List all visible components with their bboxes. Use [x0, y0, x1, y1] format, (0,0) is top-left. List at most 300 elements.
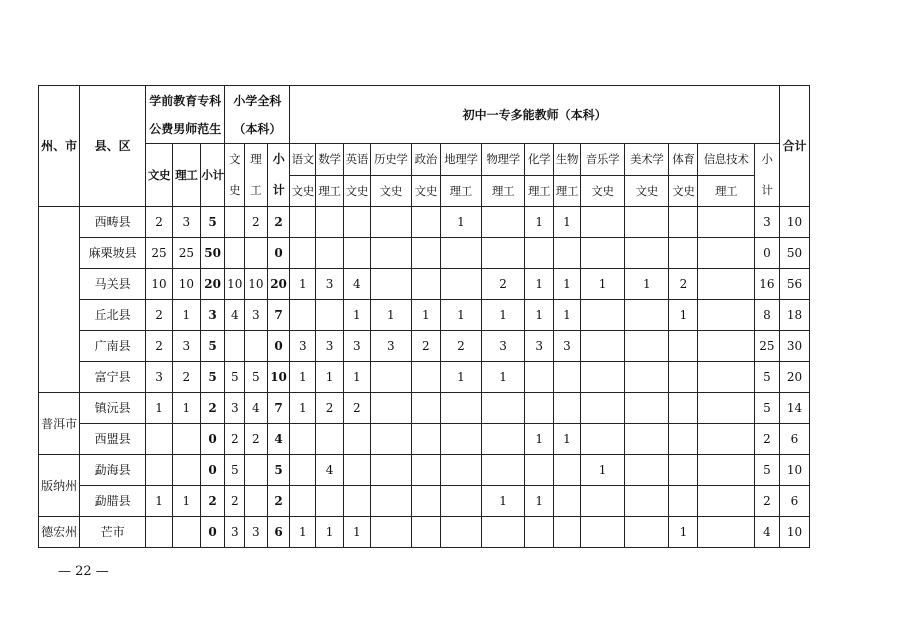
- value-cell: 4: [267, 424, 290, 455]
- table-row: [39, 300, 810, 331]
- value-cell: 5: [267, 455, 290, 486]
- value-cell: [245, 486, 268, 517]
- value-cell: [698, 455, 755, 486]
- primary-subheader-char: 小: [272, 152, 285, 166]
- value-cell: 1: [343, 517, 370, 548]
- value-cell: 3: [172, 331, 200, 362]
- value-cell: [580, 238, 624, 269]
- value-cell: 2: [754, 486, 779, 517]
- value-cell: [554, 238, 581, 269]
- value-cell: [625, 207, 669, 238]
- county-cell: 广南县: [80, 331, 146, 362]
- value-cell: 1: [481, 300, 524, 331]
- value-cell: [411, 486, 440, 517]
- value-cell: [669, 486, 698, 517]
- value-cell: 56: [779, 269, 809, 300]
- city-cell: 版纳州: [39, 455, 80, 517]
- value-cell: 1: [580, 455, 624, 486]
- value-cell: [625, 300, 669, 331]
- value-cell: 5: [200, 207, 225, 238]
- header-preschool: [146, 86, 225, 144]
- value-cell: 1: [525, 486, 554, 517]
- header-primary: [225, 86, 290, 144]
- header-junior-high: 初中一专多能教师（本科）: [290, 86, 780, 144]
- value-cell: 1: [525, 300, 554, 331]
- value-cell: [580, 393, 624, 424]
- value-cell: [225, 207, 245, 238]
- value-cell: 3: [481, 331, 524, 362]
- value-cell: [625, 517, 669, 548]
- table-row: [39, 393, 810, 424]
- value-cell: 10: [172, 269, 200, 300]
- value-cell: 1: [343, 362, 370, 393]
- table-row: [39, 424, 810, 455]
- value-cell: 3: [225, 517, 245, 548]
- subject-header: 化学: [525, 144, 554, 176]
- value-cell: [525, 238, 554, 269]
- value-cell: 4: [225, 300, 245, 331]
- value-cell: 2: [200, 486, 225, 517]
- value-cell: [525, 455, 554, 486]
- value-cell: [698, 331, 755, 362]
- value-cell: 1: [146, 486, 173, 517]
- value-cell: 16: [754, 269, 779, 300]
- value-cell: 5: [200, 362, 225, 393]
- value-cell: [625, 331, 669, 362]
- value-cell: [370, 238, 411, 269]
- subject-header: 音乐学: [580, 144, 624, 176]
- county-cell: 镇沅县: [80, 393, 146, 424]
- preschool-subheader: 文史: [146, 144, 173, 207]
- value-cell: [669, 455, 698, 486]
- value-cell: 1: [554, 269, 581, 300]
- value-cell: 1: [290, 269, 316, 300]
- value-cell: 1: [290, 517, 316, 548]
- value-cell: [440, 424, 481, 455]
- value-cell: [554, 517, 581, 548]
- value-cell: [411, 424, 440, 455]
- value-cell: [440, 238, 481, 269]
- value-cell: 20: [200, 269, 225, 300]
- value-cell: 0: [267, 331, 290, 362]
- subject-type-header: 文史: [625, 175, 669, 207]
- value-cell: [411, 207, 440, 238]
- value-cell: [370, 393, 411, 424]
- subject-type-header: 文史: [669, 175, 698, 207]
- value-cell: [316, 424, 344, 455]
- header-preschool-line2: 公费男师范生: [149, 121, 222, 136]
- value-cell: [625, 393, 669, 424]
- value-cell: [290, 455, 316, 486]
- value-cell: [245, 331, 268, 362]
- quota-table-sheet: [38, 85, 810, 548]
- value-cell: 2: [146, 331, 173, 362]
- value-cell: 1: [440, 362, 481, 393]
- value-cell: [669, 362, 698, 393]
- value-cell: [370, 486, 411, 517]
- value-cell: 10: [146, 269, 173, 300]
- value-cell: 10: [779, 455, 809, 486]
- value-cell: 1: [290, 362, 316, 393]
- table-row: [39, 517, 810, 548]
- subject-type-header: 理工: [554, 175, 581, 207]
- value-cell: 0: [200, 424, 225, 455]
- value-cell: 1: [669, 300, 698, 331]
- county-cell: 麻栗坡县: [80, 238, 146, 269]
- value-cell: [698, 393, 755, 424]
- value-cell: 2: [200, 393, 225, 424]
- value-cell: 2: [146, 207, 173, 238]
- value-cell: 10: [779, 517, 809, 548]
- value-cell: 20: [267, 269, 290, 300]
- value-cell: [290, 300, 316, 331]
- value-cell: 1: [481, 362, 524, 393]
- subject-header: 信息技术: [698, 144, 755, 176]
- junior-subtotal-char: 小: [761, 152, 773, 166]
- value-cell: [580, 424, 624, 455]
- value-cell: 2: [245, 424, 268, 455]
- value-cell: [625, 424, 669, 455]
- value-cell: 0: [200, 455, 225, 486]
- city-cell: [39, 207, 80, 393]
- value-cell: [580, 300, 624, 331]
- value-cell: 1: [554, 424, 581, 455]
- value-cell: 1: [370, 300, 411, 331]
- value-cell: [554, 362, 581, 393]
- value-cell: 2: [146, 300, 173, 331]
- junior-subtotal-header: [754, 144, 779, 207]
- value-cell: 10: [225, 269, 245, 300]
- value-cell: [554, 455, 581, 486]
- table-row: [39, 238, 810, 269]
- city-cell: 德宏州: [39, 517, 80, 548]
- value-cell: 1: [554, 300, 581, 331]
- value-cell: 4: [316, 455, 344, 486]
- value-cell: [669, 393, 698, 424]
- primary-subheader-char: 文: [229, 152, 241, 166]
- value-cell: [290, 238, 316, 269]
- value-cell: 5: [225, 455, 245, 486]
- value-cell: [245, 455, 268, 486]
- subject-type-header: 文史: [370, 175, 411, 207]
- value-cell: 3: [290, 331, 316, 362]
- subject-header: 英语: [343, 144, 370, 176]
- value-cell: 2: [267, 207, 290, 238]
- value-cell: 0: [267, 238, 290, 269]
- value-cell: 3: [316, 331, 344, 362]
- value-cell: [370, 362, 411, 393]
- value-cell: [554, 486, 581, 517]
- value-cell: [343, 238, 370, 269]
- value-cell: 6: [267, 517, 290, 548]
- value-cell: 3: [225, 393, 245, 424]
- value-cell: 1: [440, 300, 481, 331]
- value-cell: [370, 424, 411, 455]
- value-cell: 1: [290, 393, 316, 424]
- value-cell: [580, 331, 624, 362]
- value-cell: 1: [316, 362, 344, 393]
- value-cell: 1: [316, 517, 344, 548]
- value-cell: 1: [525, 207, 554, 238]
- value-cell: 2: [481, 269, 524, 300]
- value-cell: 50: [779, 238, 809, 269]
- value-cell: 3: [370, 331, 411, 362]
- value-cell: [669, 238, 698, 269]
- value-cell: 1: [554, 207, 581, 238]
- subject-type-header: 理工: [481, 175, 524, 207]
- value-cell: [343, 486, 370, 517]
- header-primary-line2: （本科）: [233, 121, 282, 136]
- value-cell: [411, 238, 440, 269]
- value-cell: 6: [779, 424, 809, 455]
- subject-type-header: 理工: [525, 175, 554, 207]
- value-cell: [370, 517, 411, 548]
- value-cell: [172, 424, 200, 455]
- value-cell: [440, 455, 481, 486]
- value-cell: [481, 393, 524, 424]
- value-cell: [245, 238, 268, 269]
- value-cell: [698, 238, 755, 269]
- value-cell: 2: [316, 393, 344, 424]
- subject-type-header: 理工: [698, 175, 755, 207]
- county-cell: 西盟县: [80, 424, 146, 455]
- value-cell: 1: [146, 393, 173, 424]
- header-preschool-line1: 学前教育专科: [149, 93, 222, 108]
- value-cell: 5: [754, 393, 779, 424]
- value-cell: 8: [754, 300, 779, 331]
- subject-header: 地理学: [440, 144, 481, 176]
- value-cell: 3: [554, 331, 581, 362]
- value-cell: [669, 331, 698, 362]
- value-cell: [316, 238, 344, 269]
- value-cell: 2: [754, 424, 779, 455]
- preschool-subheader: 理工: [172, 144, 200, 207]
- subject-header: 历史学: [370, 144, 411, 176]
- value-cell: 1: [172, 393, 200, 424]
- value-cell: [669, 207, 698, 238]
- value-cell: 1: [580, 269, 624, 300]
- value-cell: [411, 362, 440, 393]
- value-cell: 2: [669, 269, 698, 300]
- value-cell: 5: [225, 362, 245, 393]
- value-cell: [316, 207, 344, 238]
- value-cell: 6: [779, 486, 809, 517]
- value-cell: [698, 207, 755, 238]
- value-cell: 1: [625, 269, 669, 300]
- value-cell: [625, 362, 669, 393]
- value-cell: 25: [754, 331, 779, 362]
- value-cell: [316, 300, 344, 331]
- value-cell: 2: [245, 207, 268, 238]
- value-cell: 50: [200, 238, 225, 269]
- value-cell: [343, 424, 370, 455]
- junior-subtotal-char: 计: [761, 183, 773, 197]
- value-cell: 1: [343, 300, 370, 331]
- county-cell: 勐海县: [80, 455, 146, 486]
- value-cell: 0: [200, 517, 225, 548]
- value-cell: [625, 238, 669, 269]
- value-cell: 1: [525, 424, 554, 455]
- subject-type-header: 理工: [316, 175, 344, 207]
- table-row: [39, 331, 810, 362]
- value-cell: [580, 486, 624, 517]
- value-cell: 3: [245, 517, 268, 548]
- subject-header: 物理学: [481, 144, 524, 176]
- primary-subheader: [267, 144, 290, 207]
- value-cell: 1: [440, 207, 481, 238]
- value-cell: 10: [245, 269, 268, 300]
- header-total: 合计: [779, 86, 809, 207]
- value-cell: [316, 486, 344, 517]
- value-cell: [481, 424, 524, 455]
- primary-subheader-char: 计: [272, 183, 285, 197]
- subject-type-header: 文史: [290, 175, 316, 207]
- value-cell: [370, 269, 411, 300]
- value-cell: 5: [754, 455, 779, 486]
- value-cell: 3: [245, 300, 268, 331]
- value-cell: [481, 455, 524, 486]
- value-cell: [625, 486, 669, 517]
- value-cell: [146, 424, 173, 455]
- primary-subheader-char: 史: [229, 183, 241, 197]
- value-cell: 5: [245, 362, 268, 393]
- value-cell: [411, 269, 440, 300]
- value-cell: 2: [172, 362, 200, 393]
- value-cell: 3: [343, 331, 370, 362]
- value-cell: 2: [225, 424, 245, 455]
- city-cell: 普洱市: [39, 393, 80, 455]
- value-cell: 1: [172, 486, 200, 517]
- value-cell: [146, 455, 173, 486]
- value-cell: 3: [754, 207, 779, 238]
- page-number: — 22 —: [58, 564, 109, 579]
- table-row: [39, 207, 810, 238]
- quota-table: [38, 85, 810, 548]
- value-cell: [481, 517, 524, 548]
- value-cell: 10: [779, 207, 809, 238]
- value-cell: 4: [245, 393, 268, 424]
- primary-subheader: [245, 144, 268, 207]
- value-cell: [172, 455, 200, 486]
- county-cell: 西畴县: [80, 207, 146, 238]
- value-cell: [146, 517, 173, 548]
- value-cell: [625, 455, 669, 486]
- value-cell: [481, 238, 524, 269]
- value-cell: [411, 393, 440, 424]
- subject-header: 美术学: [625, 144, 669, 176]
- value-cell: [411, 517, 440, 548]
- county-cell: 丘北县: [80, 300, 146, 331]
- value-cell: [698, 424, 755, 455]
- value-cell: 10: [267, 362, 290, 393]
- value-cell: [525, 393, 554, 424]
- table-row: [39, 486, 810, 517]
- value-cell: [554, 393, 581, 424]
- primary-subheader: [225, 144, 245, 207]
- value-cell: [481, 207, 524, 238]
- value-cell: 0: [754, 238, 779, 269]
- value-cell: 30: [779, 331, 809, 362]
- value-cell: 20: [779, 362, 809, 393]
- value-cell: [525, 517, 554, 548]
- subject-type-header: 文史: [411, 175, 440, 207]
- county-cell: 富宁县: [80, 362, 146, 393]
- value-cell: 1: [525, 269, 554, 300]
- preschool-subheader: 小计: [200, 144, 225, 207]
- value-cell: 1: [411, 300, 440, 331]
- value-cell: 2: [343, 393, 370, 424]
- value-cell: [225, 238, 245, 269]
- subject-header: 政治: [411, 144, 440, 176]
- value-cell: [225, 331, 245, 362]
- value-cell: 25: [146, 238, 173, 269]
- value-cell: 5: [200, 331, 225, 362]
- value-cell: 1: [669, 517, 698, 548]
- subject-header: 语文: [290, 144, 316, 176]
- subject-header: 生物: [554, 144, 581, 176]
- value-cell: [698, 300, 755, 331]
- table-row: [39, 362, 810, 393]
- value-cell: 3: [525, 331, 554, 362]
- value-cell: [370, 455, 411, 486]
- value-cell: [698, 362, 755, 393]
- value-cell: [290, 207, 316, 238]
- value-cell: 25: [172, 238, 200, 269]
- value-cell: 3: [200, 300, 225, 331]
- value-cell: [411, 455, 440, 486]
- header-city: 州、市: [39, 86, 80, 207]
- value-cell: 5: [754, 362, 779, 393]
- value-cell: 3: [146, 362, 173, 393]
- subject-type-header: 文史: [580, 175, 624, 207]
- value-cell: 2: [225, 486, 245, 517]
- value-cell: [172, 517, 200, 548]
- value-cell: 7: [267, 393, 290, 424]
- value-cell: 14: [779, 393, 809, 424]
- value-cell: [440, 517, 481, 548]
- header-county: 县、区: [80, 86, 146, 207]
- county-cell: 马关县: [80, 269, 146, 300]
- value-cell: 4: [343, 269, 370, 300]
- primary-subheader-char: 理: [250, 152, 262, 166]
- value-cell: [440, 393, 481, 424]
- subject-type-header: 文史: [343, 175, 370, 207]
- table-row: [39, 269, 810, 300]
- subject-header: 数学: [316, 144, 344, 176]
- value-cell: [370, 207, 411, 238]
- subject-header: 体育: [669, 144, 698, 176]
- value-cell: [580, 517, 624, 548]
- value-cell: [440, 269, 481, 300]
- value-cell: 3: [316, 269, 344, 300]
- value-cell: 1: [481, 486, 524, 517]
- value-cell: [343, 455, 370, 486]
- value-cell: [290, 486, 316, 517]
- header-primary-line1: 小学全科: [233, 93, 282, 108]
- value-cell: [669, 424, 698, 455]
- value-cell: 7: [267, 300, 290, 331]
- value-cell: 3: [172, 207, 200, 238]
- value-cell: 2: [440, 331, 481, 362]
- value-cell: [440, 486, 481, 517]
- value-cell: [698, 269, 755, 300]
- table-row: [39, 455, 810, 486]
- value-cell: [580, 207, 624, 238]
- value-cell: 4: [754, 517, 779, 548]
- value-cell: 2: [411, 331, 440, 362]
- value-cell: [698, 517, 755, 548]
- value-cell: 18: [779, 300, 809, 331]
